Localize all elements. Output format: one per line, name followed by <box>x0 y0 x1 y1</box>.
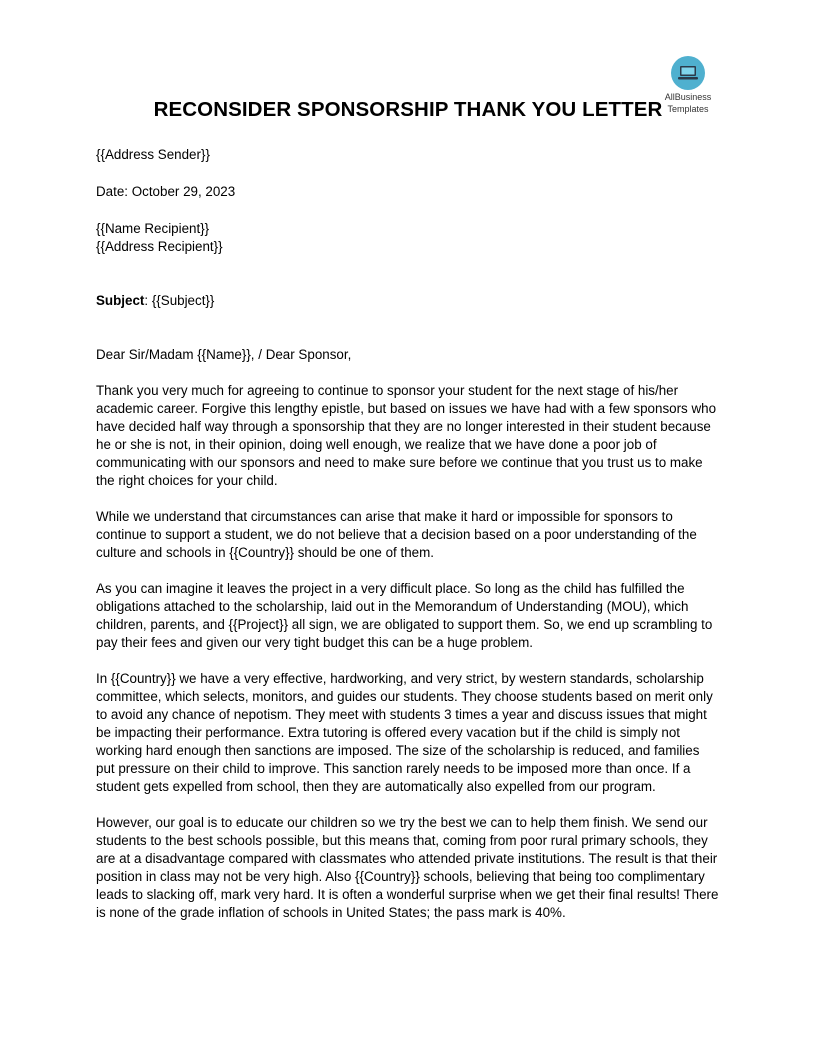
subject-value: : {{Subject}} <box>144 293 215 308</box>
paragraph-2: While we understand that circumstances can arise that make it hard or impossible for sponsors to continue to support a student, we do not believe that a decision based on a poor understanding of the culture and schools in {{Country}} should be one of them. <box>96 509 697 560</box>
recipient-name: {{Name Recipient}} <box>96 221 210 236</box>
paragraph-5: However, our goal is to educate our children so we try the best we can to help them finish. We send our students to the best schools possible, but this means that, coming from poor rural primary schools, they are at a disadvantage compared with classmates who attended private institutions. The result is that their position in class may not be very high. Also {{Country}} schools, believing that being too complimentary leads to slacking off, mark very hard. It is often a wonderful surprise when we get their final results! There is none of the grade inflation of schools in United States; the pass mark is 40%. <box>96 815 719 920</box>
paragraph-4: In {{Country}} we have a very effective, hardworking, and very strict, by western standards, scholarship committee, which selects, monitors, and guides our students. They choose students based on merit only to avoid any chance of nepotism. They meet with students 3 times a year and discuss issues that might be impacting their performance. Extra tutoring is offered every vacation but if the child is simply not working hard enough then sanctions are imposed. The size of the scholarship is reduced, and families put pressure on their child to improve. This sanction rarely needs to be imposed more than once. If a student gets expelled from school, then they are automatically also expelled from our program. <box>96 671 713 794</box>
letter-body <box>96 146 720 922</box>
document-title: RECONSIDER SPONSORSHIP THANK YOU LETTER <box>153 98 663 121</box>
subject-line <box>96 292 720 310</box>
laptop-icon <box>671 56 705 90</box>
recipient-address: {{Address Recipient}} <box>96 239 223 254</box>
paragraph-1: Thank you very much for agreeing to continue to sponsor your student for the next stage of his/her academic career. Forgive this lengthy epistle, but based on issues we have had with a few sponsors who have decided half way through a sponsorship that they are no longer interested in their student because he or she is not, in their opinion, doing well enough, we realize that we have done a poor job of communicating with our sponsors and need to make sure before we continue that you trust us to make the right choices for your child. <box>96 383 717 488</box>
subject-label: Subject <box>96 293 145 308</box>
date-line: Date: October 29, 2023 <box>96 184 236 199</box>
logo-text-line2: Templates <box>667 104 709 114</box>
sender-address: {{Address Sender}} <box>96 147 210 162</box>
salutation: Dear Sir/Madam {{Name}}, / Dear Sponsor, <box>96 347 352 362</box>
logo-text-line1: AllBusiness <box>664 92 712 102</box>
paragraph-3: As you can imagine it leaves the project in a very difficult place. So long as the child has fulfilled the obligations attached to the scholarship, laid out in the Memorandum of Understanding (MOU), which children, parents, and {{Project}} all sign, we are obligated to support them. So, we end up scrambling to pay their fees and given our very tight budget this can be a huge problem. <box>96 581 713 650</box>
